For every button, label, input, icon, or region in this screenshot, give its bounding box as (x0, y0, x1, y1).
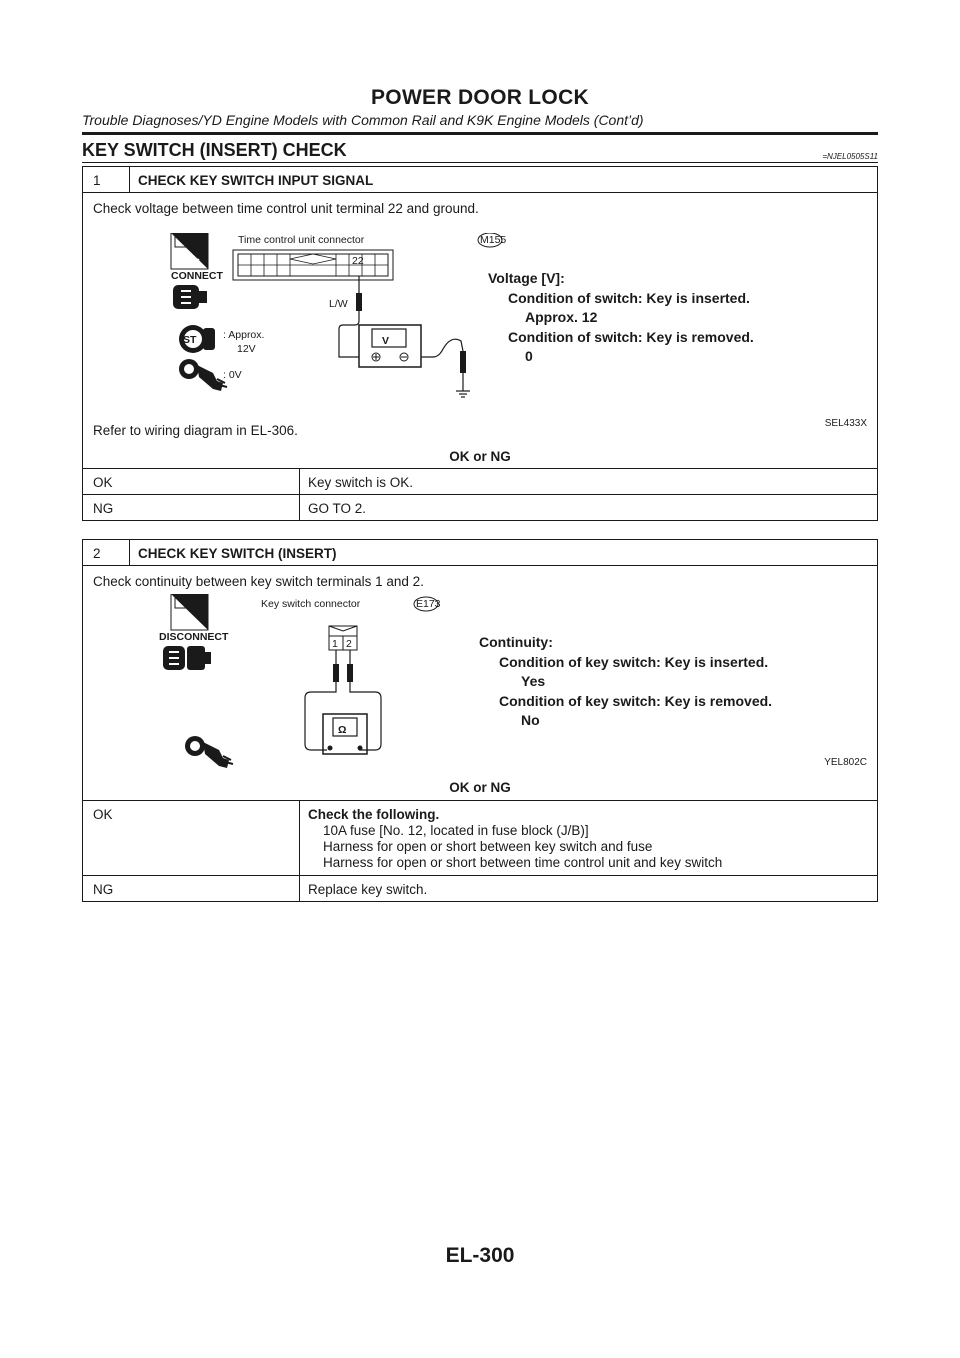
step-1-title: CHECK KEY SWITCH INPUT SIGNAL (138, 173, 374, 188)
step-2-instruction: Check continuity between key switch terminals 1 and 2. (93, 574, 424, 589)
disconnect-label: DISCONNECT (159, 631, 229, 643)
result-key: OK (93, 475, 113, 490)
step-1-title-row (83, 167, 877, 193)
connect-label: CONNECT (171, 270, 223, 282)
ground-icon (456, 391, 470, 397)
key-legend-2: : 0V (223, 369, 242, 381)
step-1-number: 1 (93, 173, 101, 188)
section-code: =NJEL0505S11 (822, 152, 878, 161)
connector-plug-icon (173, 285, 207, 309)
step-1-diagram (133, 233, 533, 418)
result-value-item: Harness for open or short between time control unit and key switch (323, 855, 723, 870)
tcu-connector-id: M155 (480, 234, 507, 246)
key-tag: ST (183, 334, 197, 346)
result-column-divider (299, 469, 300, 494)
result-value-title: Check the following. (308, 807, 440, 822)
section-divider (82, 162, 878, 163)
page-number: EL-300 (445, 1244, 515, 1267)
step-2-body (83, 566, 877, 801)
step-1-box (82, 166, 878, 521)
spec-2-line-5: No (521, 712, 540, 728)
key-inserted-icon (179, 325, 215, 353)
key-icon (185, 736, 233, 768)
terminal-1-label: 1 (332, 638, 338, 650)
ok-ng-label: OK or NG (449, 780, 511, 795)
step-2-title-row (83, 540, 877, 566)
section-title: KEY SWITCH (INSERT) CHECK (82, 140, 347, 160)
spec-2-line-2: Condition of key switch: Key is inserted. (499, 653, 769, 670)
spec-1-line-3: Approx. 12 (525, 309, 598, 325)
page-title: POWER DOOR LOCK (371, 86, 589, 109)
ohmmeter-symbol: Ω (338, 724, 347, 736)
disconnected-plug-icon (163, 646, 211, 670)
result-row (83, 876, 877, 901)
result-column-divider (299, 876, 300, 901)
result-value: Key switch is OK. (308, 475, 414, 490)
step-2-title: CHECK KEY SWITCH (INSERT) (138, 546, 337, 561)
step-2-number: 2 (93, 546, 101, 561)
result-value-item: 10A fuse [No. 12, located in fuse block (J/B)] (323, 823, 589, 838)
spec-2-line-1: Continuity: (479, 634, 553, 650)
figure-code: SEL433X (824, 418, 867, 429)
step-2-diagram (133, 594, 533, 774)
spec-1-line-4: Condition of switch: Key is removed. (508, 328, 754, 345)
step-2-box (82, 539, 878, 902)
spec-1-line-1: Voltage [V]: (488, 270, 565, 286)
tcu-connector-label: Time control unit connector (238, 234, 365, 246)
figure-code: YEL802C (824, 757, 867, 768)
key-switch-connector-label: Key switch connector (261, 598, 361, 610)
result-value-item: Harness for open or short between key switch and fuse (323, 839, 653, 854)
result-value-list (308, 807, 722, 871)
ohmmeter-icon (323, 714, 367, 754)
voltmeter-icon (359, 325, 421, 367)
step-1-body (83, 193, 877, 469)
page-subtitle: Trouble Diagnoses/YD Engine Models with Common Rail and K9K Engine Models (Cont’d) (82, 112, 644, 128)
ts-badge-icon (171, 594, 208, 630)
result-row (83, 495, 877, 520)
voltmeter-symbol: V (382, 335, 390, 347)
step-1-note: Refer to wiring diagram in EL-306. (93, 423, 298, 438)
key-legend-1b: 12V (237, 343, 256, 355)
result-row (83, 469, 877, 495)
spec-2-line-3: Yes (521, 673, 546, 689)
result-key: NG (93, 501, 114, 516)
spec-2-line-4: Condition of key switch: Key is removed. (499, 692, 773, 709)
header-divider (82, 132, 878, 135)
result-value: Replace key switch. (308, 882, 428, 897)
step-1-instruction: Check voltage between time control unit terminal 22 and ground. (93, 201, 479, 216)
step-1-spec (488, 269, 754, 367)
hs-badge-icon (171, 233, 208, 269)
wire-color-label: L/W (329, 298, 348, 310)
terminal-2-label: 2 (346, 638, 352, 650)
result-value: GO TO 2. (308, 501, 367, 516)
result-column-divider (299, 495, 300, 520)
result-row (83, 801, 877, 876)
ok-ng-label: OK or NG (449, 449, 511, 464)
hs-badge-label: H.S. (185, 257, 203, 267)
result-key: OK (93, 807, 113, 822)
key-removed-icon (179, 359, 227, 391)
spec-1-line-2: Condition of switch: Key is inserted. (508, 289, 750, 306)
result-column-divider (299, 801, 300, 875)
step-2-spec (479, 633, 772, 731)
result-key: NG (93, 882, 114, 897)
key-switch-connector-id: E173 (416, 598, 441, 610)
spec-1-line-5: 0 (525, 348, 533, 364)
ts-badge-label: T.S. (185, 618, 201, 628)
tcu-connector-face (233, 250, 393, 280)
terminal-22-label: 22 (352, 255, 364, 267)
key-legend-1: : Approx. (223, 329, 265, 341)
